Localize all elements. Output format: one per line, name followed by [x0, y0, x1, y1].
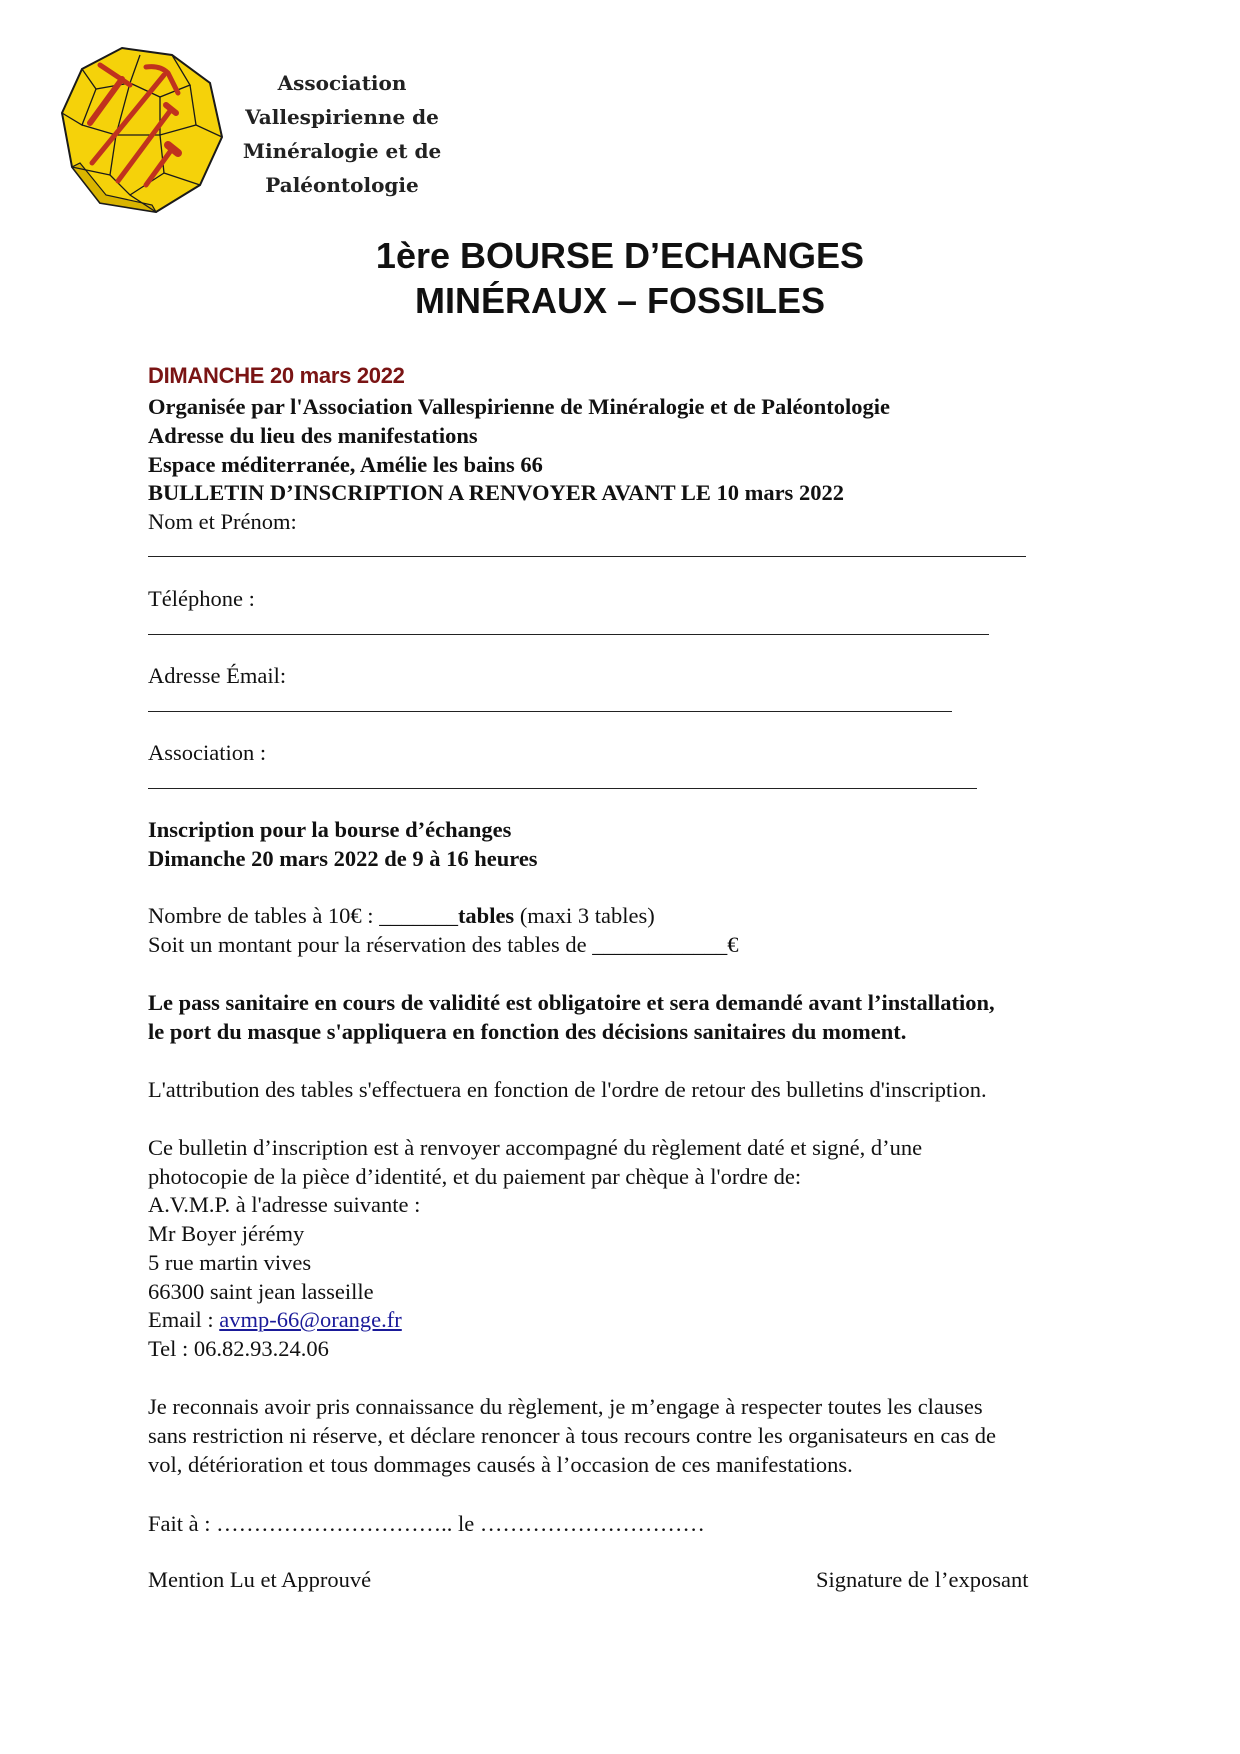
contact-email-line	[148, 1306, 402, 1334]
amount-line	[148, 931, 739, 959]
approval-mention: Mention Lu et Approuvé	[148, 1567, 372, 1592]
email-field[interactable]	[148, 711, 952, 712]
association-field-label: Association :	[148, 740, 267, 765]
tables-count-line	[148, 902, 655, 930]
registration-schedule: Dimanche 20 mars 2022 de 9 à 16 heures	[148, 846, 538, 871]
contact-email-link[interactable]: avmp-66@orange.fr	[219, 1307, 402, 1332]
page-title-line-1: 1ère BOURSE D’ECHANGES	[375, 235, 865, 276]
contact-email-label: Email :	[148, 1307, 220, 1332]
venue-text: Espace méditerranée, Amélie les bains 66	[148, 452, 543, 477]
contact-city: 66300 saint jean lasseille	[148, 1279, 374, 1304]
deadline-text: BULLETIN D’INSCRIPTION A RENVOYER AVANT LE 10 mars 2022	[148, 480, 844, 505]
declaration-line-3: vol, détérioration et tous dommages causés à l’occasion de ces manifestations.	[148, 1452, 853, 1477]
amount-field[interactable]: ____________	[592, 932, 728, 957]
return-instructions-line-3: A.V.M.P. à l'adresse suivante :	[148, 1192, 421, 1217]
tables-count-field[interactable]: _______	[379, 903, 458, 928]
association-name-line: Vallespirienne de	[245, 105, 439, 129]
declaration-line-2: sans restriction ni réserve, et déclare renoncer à tous recours contre les organisateurs en cas de	[148, 1423, 996, 1448]
association-name	[220, 66, 464, 202]
phone-field[interactable]	[148, 634, 989, 635]
return-instructions-line-2: photocopie de la pièce d’identité, et du paiement par chèque à l'ordre de:	[148, 1164, 802, 1189]
declaration-line-1: Je reconnais avoir pris connaissance du règlement, je m’engage à respecter toutes les clauses	[148, 1394, 983, 1419]
amount-label: Soit un montant pour la réservation des tables de	[148, 932, 593, 957]
association-field[interactable]	[148, 788, 977, 789]
event-date: DIMANCHE 20 mars 2022	[148, 363, 405, 388]
tables-unit: tables	[457, 903, 515, 928]
address-label: Adresse du lieu des manifestations	[148, 423, 478, 448]
tables-count-label: Nombre de tables à 10€ :	[148, 903, 380, 928]
contact-name: Mr Boyer jérémy	[148, 1221, 305, 1246]
registration-heading: Inscription pour la bourse d’échanges	[148, 817, 512, 842]
place-field[interactable]: …………………………..	[216, 1511, 453, 1536]
health-pass-notice-line-2: le port du masque s'appliquera en fonction des décisions sanitaires du moment.	[148, 1019, 907, 1044]
association-logo-icon	[60, 45, 223, 213]
return-instructions-line-1: Ce bulletin d’inscription est à renvoyer accompagné du règlement daté et signé, d’une	[148, 1135, 923, 1160]
attribution-notice: L'attribution des tables s'effectuera en fonction de l'ordre de retour des bulletins d'inscription.	[148, 1077, 987, 1102]
date-field[interactable]: …………………………	[479, 1511, 705, 1536]
exhibitor-signature-label: Signature de l’exposant	[816, 1567, 1029, 1592]
email-field-label: Adresse Émail:	[148, 663, 287, 688]
place-date-line	[148, 1510, 705, 1538]
association-name-line: Association	[277, 71, 407, 95]
name-field-label: Nom et Prénom:	[148, 509, 297, 534]
phone-field-label: Téléphone :	[148, 586, 255, 611]
contact-street: 5 rue martin vives	[148, 1250, 312, 1275]
tables-max-note: (maxi 3 tables)	[514, 903, 655, 928]
organizer-text: Organisée par l'Association Vallespirienne de Minéralogie et de Paléontologie	[148, 394, 891, 419]
page-title-line-2: MINÉRAUX – FOSSILES	[414, 280, 826, 321]
name-field[interactable]	[148, 556, 1026, 557]
contact-phone: Tel : 06.82.93.24.06	[148, 1336, 329, 1361]
date-label: le	[452, 1511, 480, 1536]
association-name-line: Minéralogie et de	[242, 139, 442, 163]
euro-symbol: €	[727, 932, 739, 957]
place-label: Fait à :	[148, 1511, 217, 1536]
association-name-line: Paléontologie	[265, 173, 419, 197]
health-pass-notice-line-1: Le pass sanitaire en cours de validité est obligatoire et sera demandé avant l’installation,	[148, 990, 995, 1015]
